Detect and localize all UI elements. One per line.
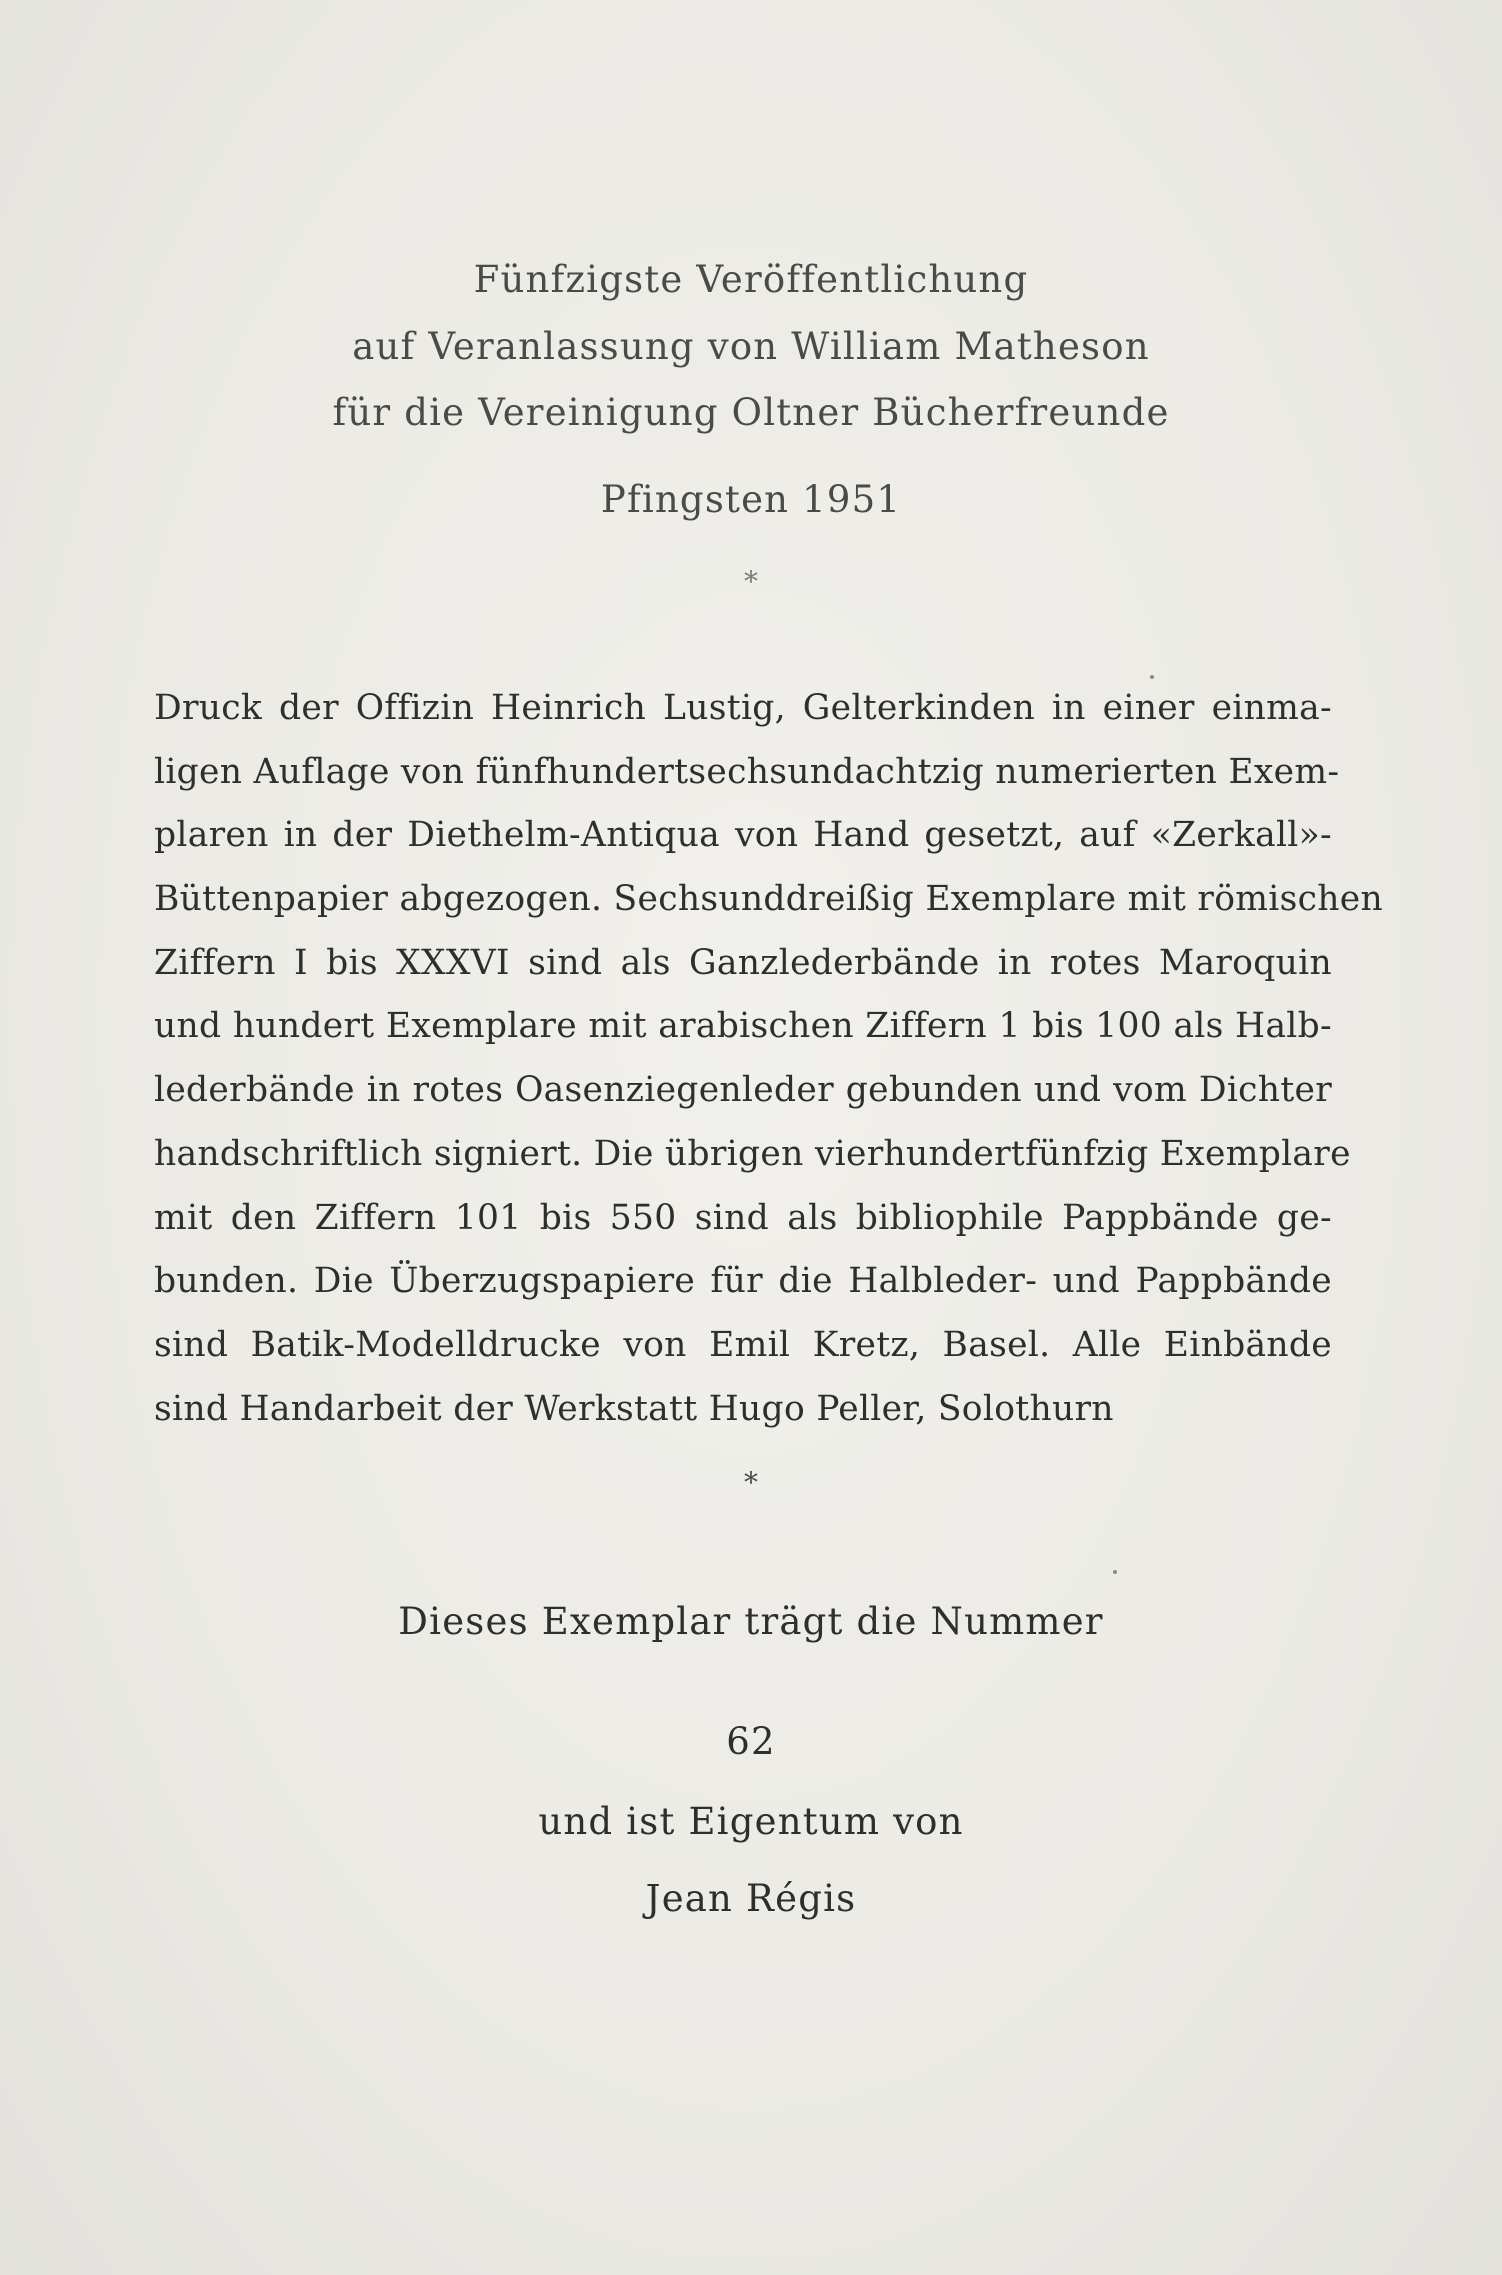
colophon-line: und hundert Exemplare mit arabischen Ziffern 1 bis 100 als Halb- (154, 1006, 1332, 1047)
separator-star-1: * (744, 565, 758, 598)
colophon-line: bunden. Die Überzugspapiere für die Halbleder- und Pappbände (154, 1261, 1332, 1302)
colophon-line: ligen Auflage von fünfhundertsechsundachtzig numerierten Exem- (154, 751, 1340, 792)
owner-intro: und ist Eigentum von (538, 1800, 964, 1843)
colophon-line: Büttenpapier abgezogen. Sechsunddreißig Exemplare mit römischen (154, 879, 1384, 920)
colophon-line: Druck der Offizin Heinrich Lustig, Gelterkinden in einer einma- (154, 688, 1332, 728)
copy-number: 62 (726, 1720, 776, 1763)
paper-speck (1113, 1570, 1117, 1574)
colophon-line: Ziffern I bis XXXVI sind als Ganzlederbände in rotes Maroquin (154, 942, 1332, 983)
colophon-line: handschriftlich signiert. Die übrigen vierhundertfünfzig Exemplare (154, 1133, 1351, 1174)
copy-intro: Dieses Exemplar trägt die Nummer (398, 1600, 1104, 1643)
edition-date: Pfingsten 1951 (600, 478, 902, 521)
colophon-line: mit den Ziffern 101 bis 550 sind als bibliophile Pappbände ge- (154, 1197, 1332, 1238)
heading-line-1: Fünfzigste Veröffentlichung (473, 258, 1029, 301)
heading-line-2: auf Veranlassung von William Matheson (352, 325, 1150, 368)
colophon-paragraph (154, 683, 1384, 1447)
heading-line-3: für die Vereinigung Oltner Bücherfreunde (332, 391, 1170, 434)
colophon-line: sind Handarbeit der Werkstatt Hugo Peller, Solothurn (154, 1388, 1114, 1429)
separator-star-2: * (744, 1466, 758, 1499)
colophon-line: plaren in der Diethelm-Antiqua von Hand gesetzt, auf «Zerkall»- (154, 815, 1332, 856)
owner-name: Jean Régis (645, 1877, 857, 1920)
paper-speck (1150, 675, 1154, 679)
colophon-line: sind Batik-Modelldrucke von Emil Kretz, Basel. Alle Einbände (154, 1324, 1332, 1365)
colophon-line: lederbände in rotes Oasenziegenleder gebunden und vom Dichter (154, 1070, 1332, 1111)
